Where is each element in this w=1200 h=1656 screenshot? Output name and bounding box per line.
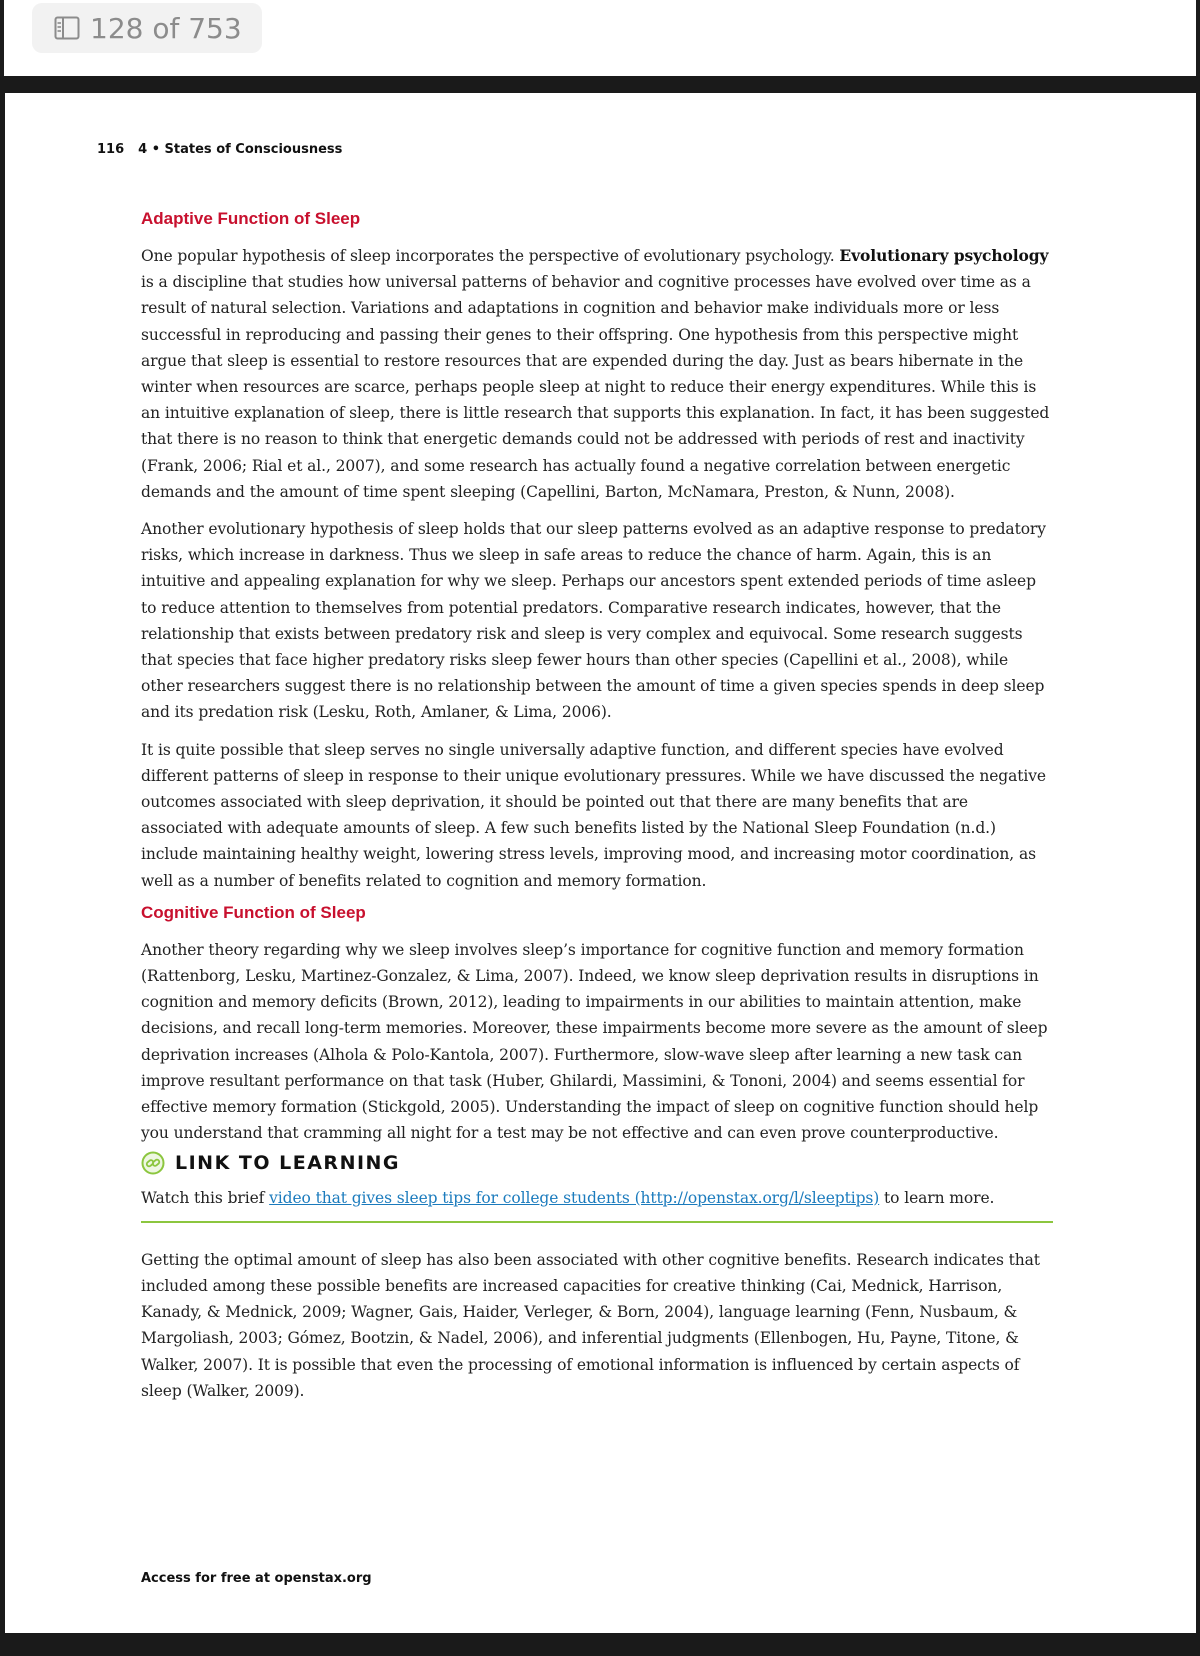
sleep-tips-video-link[interactable]: video that gives sleep tips for college students (http://openstax.org/l/sleeptips)	[269, 1188, 880, 1207]
paragraph-text: One popular hypothesis of sleep incorporates the perspective of evolutionary psychology.	[141, 247, 840, 265]
paragraph	[141, 243, 1053, 505]
link-to-learning-suffix: to learn more.	[879, 1188, 995, 1207]
page-footer: Access for free at openstax.org	[141, 1571, 372, 1586]
link-to-learning-prefix: Watch this brief	[141, 1188, 270, 1207]
chapter-title: 4 • States of Consciousness	[138, 142, 343, 157]
book-pages-icon	[54, 16, 80, 40]
page-border-right	[1196, 93, 1200, 1633]
page-indicator-button[interactable]	[32, 3, 262, 53]
section-title-adaptive: Adaptive Function of Sleep	[141, 209, 361, 228]
running-header	[97, 142, 342, 157]
link-to-learning-title: LINK TO LEARNING	[175, 1151, 401, 1174]
viewer-frame-left	[0, 0, 4, 80]
paragraph: Another evolutionary hypothesis of sleep holds that our sleep patterns evolved as an adaptive response to predatory risks, which increase in darkness. Thus we sleep in safe areas to reduce the chance of harm. Again, this is an intuitive and appealing explanation for why we sleep. Perhaps our ancestors spent extended periods of time asleep to reduce attention to themselves from potential predators. Comparative research indicates, however, that the relationship that exists between predatory risk and sleep is very complex and equivocal. Some research suggests that species that face higher predatory risks sleep fewer hours than other species (Capellini et al., 2008), while other researchers suggest there is no relationship between the amount of time a given species spends in deep sleep and its predation risk (Lesku, Roth, Amlaner, & Lima, 2006).	[141, 520, 1046, 722]
paragraph: Another theory regarding why we sleep involves sleep’s importance for cognitive function and memory formation (Rattenborg, Lesku, Martinez-Gonzalez, & Lima, 2007). Indeed, we know sleep deprivation results in disruptions in cognition and memory deficits (Brown, 2012), leading to impairments in our abilities to maintain attention, make decisions, and recall long-term memories. Moreover, these impairments become more severe as the amount of sleep deprivation increases (Alhola & Polo-Kantola, 2007). Furthermore, slow-wave sleep after learning a new task can improve resultant performance on that task (Huber, Ghilardi, Massimini, & Tononi, 2004) and seems essential for effective memory formation (Stickgold, 2005). Understanding the impact of sleep on cognitive function should help you understand that cramming all night for a test may be not effective and can even prove counterproductive.	[141, 940, 1048, 1143]
paragraph: Getting the optimal amount of sleep has also been associated with other cognitive benefits. Research indicates that included among these possible benefits are increased capacities for creative thinking (Cai, Mednick, Harrison, Kanady, & Mednick, 2009; Wagner, Gais, Haider, Verleger, & Born, 2004), language learning (Fenn, Nusbaum, & Margoliash, 2003; Gómez, Bootzin, & Nadel, 2006), and inferential judgments (Ellenbogen, Hu, Payne, Titone, & Walker, 2007). It is possible that even the processing of emotional information is influenced by certain aspects of sleep (Walker, 2009).	[141, 1250, 1040, 1400]
page-number: 116	[97, 142, 125, 157]
page-border-left	[0, 93, 5, 1633]
paragraph-text: is a discipline that studies how universal patterns of behavior and cognitive processes have evolved over time as a result of natural selection. Variations and adaptations in cognition and behavior make individuals more or less successful in reproducing and passing their genes to their offspring. One hypothesis from this perspective might argue that sleep is essential to restore resources that are expended during the day. Just as bears hibernate in the winter when resources are scarce, perhaps people sleep at night to reduce their energy expenditures. While this is an intuitive explanation of sleep, there is little research that supports this explanation. In fact, it has been suggested that there is no reason to think that energetic demands could not be addressed with periods of rest and inactivity (Frank, 2006; Rial et al., 2007), and some research has actually found a negative correlation between energetic demands and the amount of time spent sleeping (Capellini, Barton, McNamara, Preston, & Nunn, 2008).	[141, 273, 1050, 501]
section-title-cognitive: Cognitive Function of Sleep	[141, 902, 366, 922]
paragraph: It is quite possible that sleep serves no single universally adaptive function, and different species have evolved different patterns of sleep in response to their unique evolutionary pressures. While we have discussed the negative outcomes associated with sleep deprivation, it should be pointed out that there are many benefits that are associated with adequate amounts of sleep. A few such benefits listed by the National Sleep Foundation (n.d.) include maintaining healthy weight, lowering stress levels, improving mood, and increasing motor coordination, as well as a number of benefits related to cognition and memory formation.	[141, 740, 1046, 890]
key-term: Evolutionary psychology	[839, 246, 1049, 265]
page-indicator-label: 128 of 753	[90, 11, 242, 45]
page-separator-top	[0, 76, 1200, 93]
link-to-learning-text	[141, 1185, 1053, 1211]
link-icon	[141, 1151, 165, 1175]
link-to-learning-divider	[141, 1221, 1053, 1223]
viewer-frame-right	[1196, 0, 1200, 80]
link-to-learning-heading	[141, 1151, 1053, 1175]
page-separator-bottom	[0, 1633, 1200, 1656]
page-content	[141, 207, 1053, 1404]
